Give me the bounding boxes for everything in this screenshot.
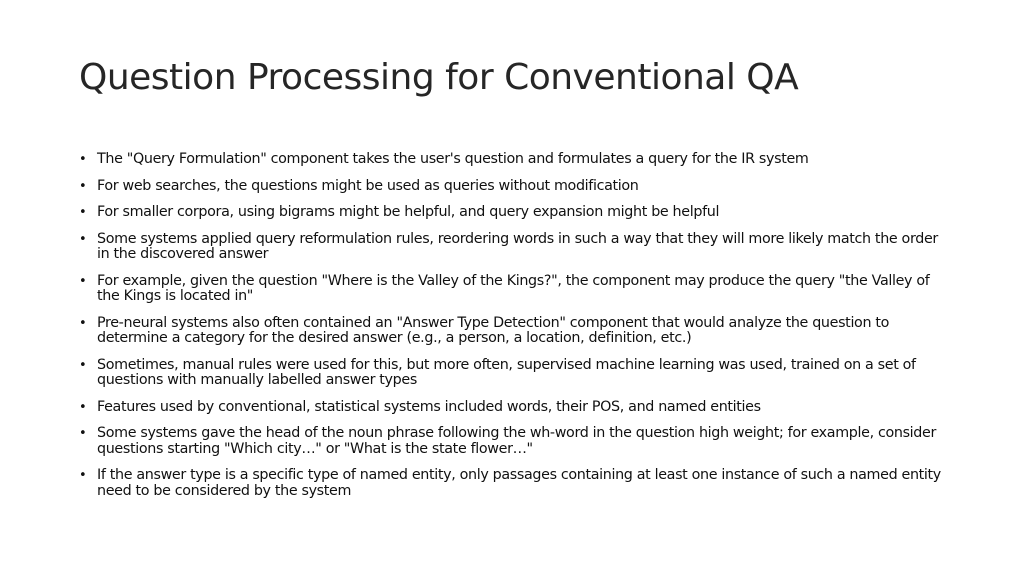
bullet-item (79, 152, 949, 168)
bullet-text: If the answer type is a specific type of named entity, only passages containing at least one instance of such a named entity need to be considered by the system (97, 467, 941, 499)
bullet-dot: • (79, 468, 87, 483)
bullet-item (79, 358, 949, 389)
bullet-item (79, 179, 949, 195)
bullet-item (79, 400, 949, 416)
bullet-dot: • (79, 357, 87, 373)
bullet-item (79, 205, 949, 221)
bullet-text: For smaller corpora, using bigrams might be helpful, and query expansion might be helpful (97, 204, 720, 220)
bullet-dot: • (79, 231, 87, 247)
bullet-text: Sometimes, manual rules were used for this, but more often, supervised machine learning was used, trained on a set of questions with manually labelled answer types (97, 356, 916, 388)
bullet-text: For web searches, the questions might be used as queries without modification (97, 177, 639, 194)
bullet-dot: • (79, 152, 87, 167)
bullet-text: The "Query Formulation" component takes the user's question and formulates a query for the IR system (97, 151, 809, 167)
bullet-list (79, 152, 949, 510)
bullet-dot: • (79, 178, 87, 194)
bullet-dot: • (79, 426, 87, 441)
bullet-item (79, 232, 949, 263)
bullet-dot: • (79, 273, 87, 289)
bullet-item (79, 316, 949, 347)
bullet-dot: • (79, 205, 87, 220)
bullet-item (79, 274, 949, 305)
bullet-dot: • (79, 399, 87, 415)
bullet-item (79, 426, 949, 457)
bullet-dot: • (79, 315, 87, 331)
slide-title: Question Processing for Conventional QA (79, 57, 799, 98)
bullet-item (79, 468, 949, 499)
bullet-text: For example, given the question "Where is the Valley of the Kings?", the component may produce the query "the Valley of the Kings is located in" (97, 272, 930, 304)
bullet-text: Features used by conventional, statistical systems included words, their POS, and named entities (97, 398, 761, 415)
bullet-text: Pre-neural systems also often contained an "Answer Type Detection" component that would analyze the question to determine a category for the desired answer (e.g., a person, a location, definition, etc.) (97, 314, 890, 346)
bullet-text: Some systems gave the head of the noun phrase following the wh-word in the question high weight; for example, consider questions starting "Which city…" or "What is the state flower…" (97, 425, 936, 457)
bullet-text: Some systems applied query reformulation rules, reordering words in such a way that they will more likely match the order in the discovered answer (97, 230, 938, 262)
